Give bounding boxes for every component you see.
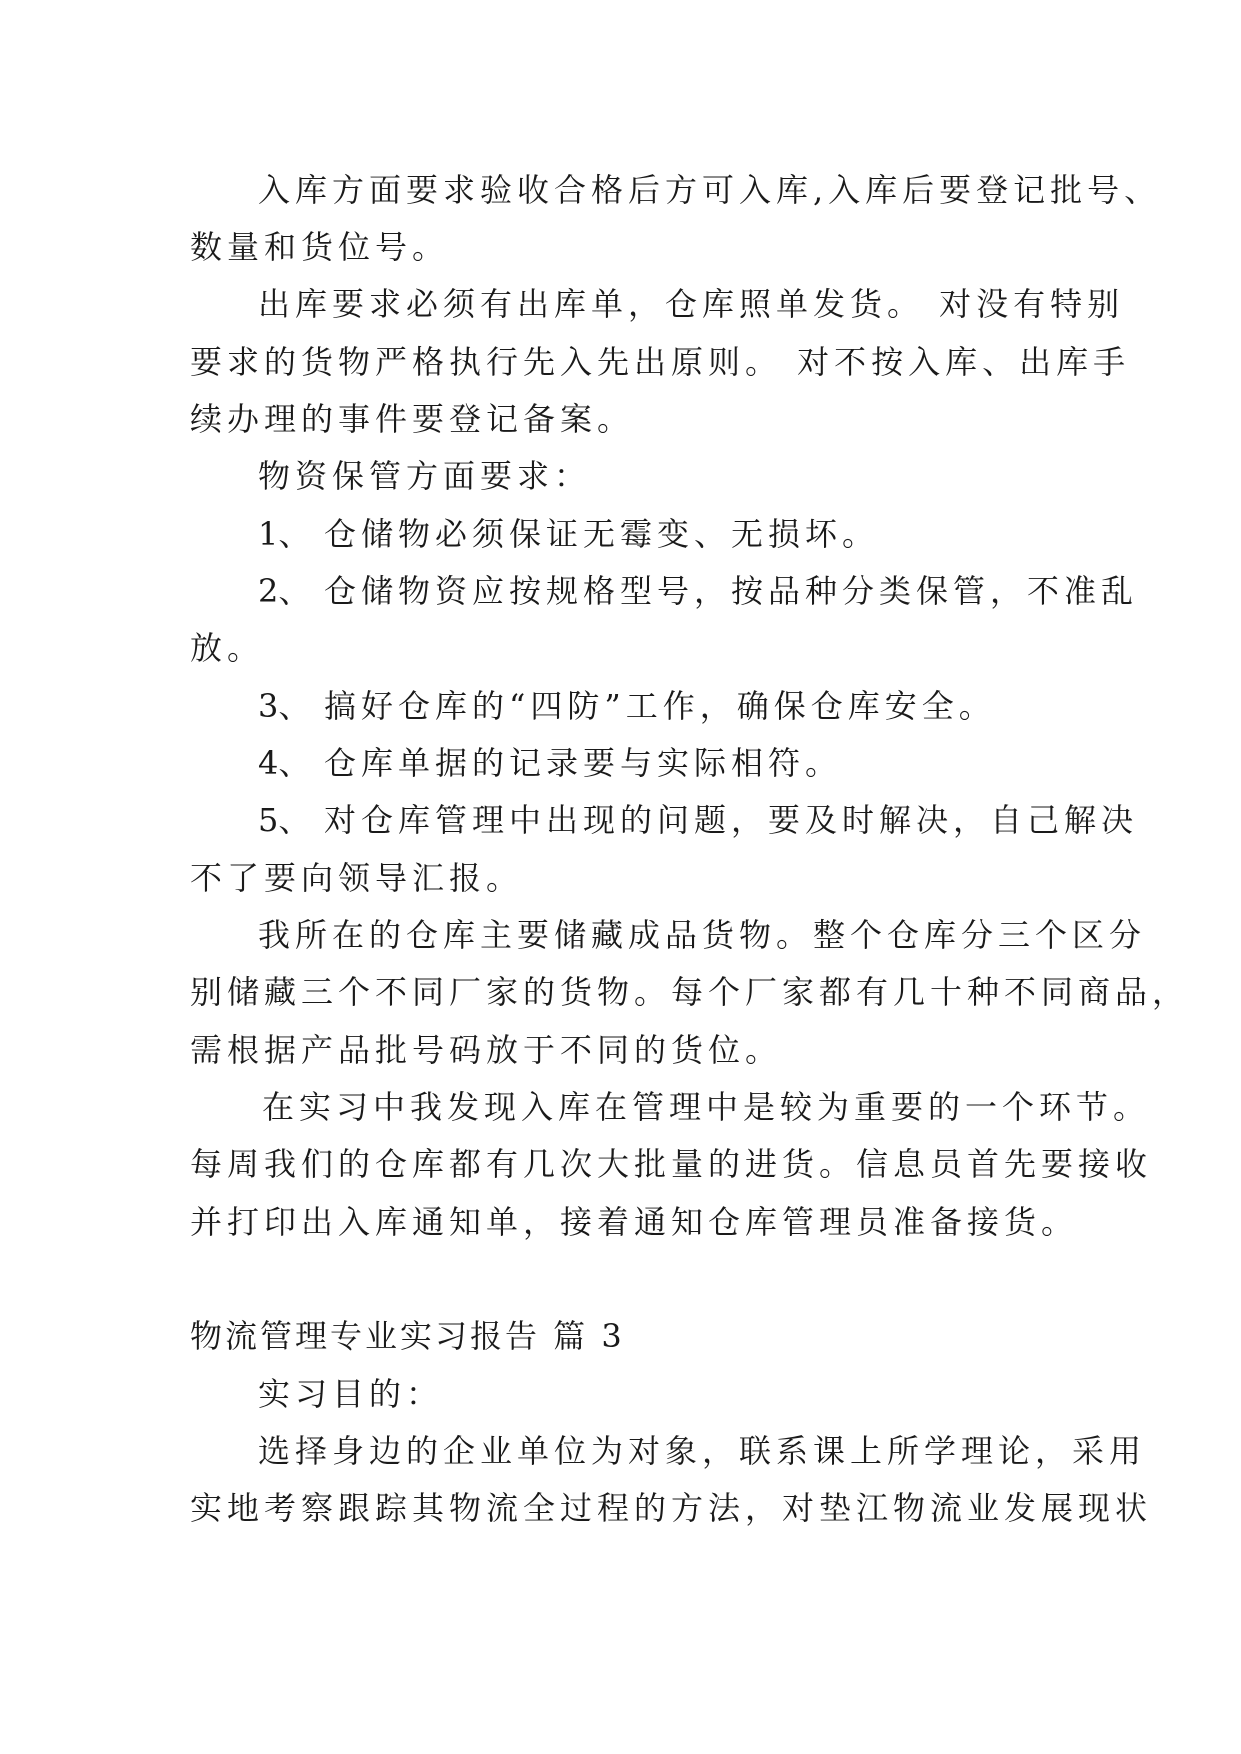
list-item-text: 搞好仓库的“四防”工作，确保仓库安全。	[324, 687, 996, 725]
paragraph-line: 并打印出入库通知单，接着通知仓库管理员准备接货。	[190, 1203, 1079, 1241]
section-heading-line: 物资保管方面要求：	[258, 457, 592, 495]
list-item-text: 对仓库管理中出现的问题，要及时解决，自己解决	[324, 801, 1139, 839]
list-item	[258, 514, 879, 554]
paragraph-line: 需根据产品批号码放于不同的货位。	[190, 1031, 783, 1069]
paragraph-line: 放。	[190, 629, 265, 667]
list-item	[258, 571, 1138, 611]
paragraph-line: 数量和货位号。	[190, 228, 450, 266]
list-number: 4、	[258, 744, 311, 782]
paragraph-line: 选择身边的企业单位为对象，联系课上所学理论，采用	[258, 1432, 1147, 1470]
list-item	[258, 686, 996, 726]
paragraph-line: 别储藏三个不同厂家的货物。每个厂家都有几十种不同商品，	[190, 973, 1190, 1011]
paragraph-line: 不了要向领导汇报。	[190, 859, 524, 897]
list-number: 2、	[258, 572, 311, 610]
list-number: 3、	[258, 687, 311, 725]
paragraph-line: 每周我们的仓库都有几次大批量的进货。信息员首先要接收	[190, 1145, 1153, 1183]
section-heading-line: 实习目的：	[258, 1375, 444, 1413]
list-item-text: 仓储物必须保证无霉变、无损坏。	[324, 515, 880, 553]
list-number: 1、	[258, 515, 311, 553]
list-item-text: 仓库单据的记录要与实际相符。	[324, 744, 843, 782]
paragraph-line: 要求的货物严格执行先入先出原则。 对不按入库、出库手	[190, 343, 1131, 381]
paragraph-line: 入库方面要求验收合格后方可入库,入库后要登记批号、	[258, 171, 1162, 209]
paragraph-line: 在实习中我发现入库在管理中是较为重要的一个环节。	[262, 1088, 1151, 1126]
list-item-text: 仓储物资应按规格型号，按品种分类保管，不准乱	[324, 572, 1139, 610]
list-item	[258, 800, 1138, 840]
paragraph-line: 我所在的仓库主要储藏成品货物。整个仓库分三个区分	[258, 916, 1147, 954]
list-item	[258, 743, 842, 783]
paragraph-line: 实地考察跟踪其物流全过程的方法，对垫江物流业发展现状	[190, 1489, 1153, 1527]
section-title: 物流管理专业实习报告 篇 3	[190, 1317, 625, 1355]
list-number: 5、	[258, 801, 311, 839]
paragraph-line: 续办理的事件要登记备案。	[190, 400, 635, 438]
paragraph-line: 出库要求必须有出库单，仓库照单发货。 对没有特别	[258, 285, 1125, 323]
